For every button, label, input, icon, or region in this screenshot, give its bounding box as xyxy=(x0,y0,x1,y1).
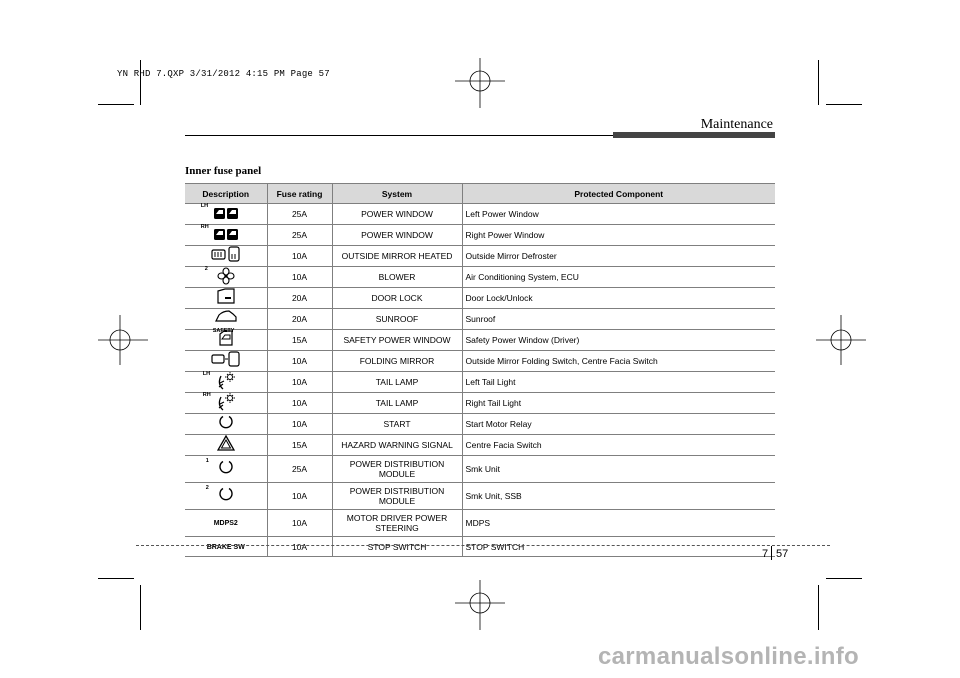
description-cell xyxy=(185,330,267,351)
component-cell: MDPS xyxy=(462,510,775,537)
hazard-icon xyxy=(217,435,235,453)
component-cell: Outside Mirror Defroster xyxy=(462,246,775,267)
sunroof-icon xyxy=(215,309,237,327)
table-row xyxy=(185,288,775,309)
registration-mark-top xyxy=(455,58,505,108)
system-cell: STOP SWITCH xyxy=(332,537,462,557)
column-header-system: System xyxy=(332,184,462,204)
table-row xyxy=(185,435,775,456)
power-window-rh-icon: RH xyxy=(213,225,239,243)
system-cell: START xyxy=(332,414,462,435)
mdps2-label: MDPS2 xyxy=(213,520,238,527)
power-dist-2-icon: 2 xyxy=(218,486,234,504)
system-cell: MOTOR DRIVER POWER STEERING xyxy=(332,510,462,537)
tail-lamp-rh-icon: RH xyxy=(215,393,237,411)
description-cell xyxy=(185,510,267,537)
fuse-rating-cell: 25A xyxy=(267,204,332,225)
tail-lamp-lh-icon: LH xyxy=(215,372,237,390)
column-header-description: Description xyxy=(185,184,267,204)
system-cell: OUTSIDE MIRROR HEATED xyxy=(332,246,462,267)
description-cell xyxy=(185,372,267,393)
page-chapter: 7 xyxy=(762,548,769,560)
table-row xyxy=(185,351,775,372)
description-cell xyxy=(185,225,267,246)
system-cell: DOOR LOCK xyxy=(332,288,462,309)
component-cell: Right Tail Light xyxy=(462,393,775,414)
description-cell xyxy=(185,393,267,414)
header-bar xyxy=(613,132,775,138)
description-cell xyxy=(185,537,267,557)
fuse-rating-cell: 10A xyxy=(267,414,332,435)
header-rule xyxy=(185,135,613,136)
system-cell: POWER WINDOW xyxy=(332,225,462,246)
system-cell: SUNROOF xyxy=(332,309,462,330)
description-cell xyxy=(185,246,267,267)
registration-mark-bottom xyxy=(455,580,505,630)
crop-mark xyxy=(98,578,134,579)
mirror-heater-icon xyxy=(211,246,241,264)
fuse-rating-cell: 10A xyxy=(267,351,332,372)
brake-sw-label: BRAKE SW xyxy=(206,543,245,551)
table-row xyxy=(185,372,775,393)
power-window-lh-icon: LH xyxy=(213,204,239,222)
fuse-rating-cell: 15A xyxy=(267,435,332,456)
watermark: carmanualsonline.info xyxy=(598,643,860,670)
table-row xyxy=(185,309,775,330)
fuse-table xyxy=(185,183,775,557)
description-cell xyxy=(185,267,267,288)
column-header-protected-component: Protected Component xyxy=(462,184,775,204)
component-cell: Door Lock/Unlock xyxy=(462,288,775,309)
system-cell: SAFETY POWER WINDOW xyxy=(332,330,462,351)
component-cell: Safety Power Window (Driver) xyxy=(462,330,775,351)
system-cell: HAZARD WARNING SIGNAL xyxy=(332,435,462,456)
print-slug: YN RHD 7.QXP 3/31/2012 4:15 PM Page 57 xyxy=(117,69,330,79)
system-cell: POWER WINDOW xyxy=(332,204,462,225)
component-cell: Smk Unit, SSB xyxy=(462,483,775,510)
component-cell: Start Motor Relay xyxy=(462,414,775,435)
component-cell: Centre Facia Switch xyxy=(462,435,775,456)
table-row xyxy=(185,537,775,557)
component-cell: Air Conditioning System, ECU xyxy=(462,267,775,288)
component-cell: Right Power Window xyxy=(462,225,775,246)
registration-mark-right xyxy=(816,315,866,365)
system-cell: FOLDING MIRROR xyxy=(332,351,462,372)
system-cell: TAIL LAMP xyxy=(332,393,462,414)
system-cell: BLOWER xyxy=(332,267,462,288)
crop-mark xyxy=(98,104,134,105)
description-cell xyxy=(185,483,267,510)
fuse-rating-cell: 10A xyxy=(267,510,332,537)
footer-rule xyxy=(136,545,830,546)
crop-mark xyxy=(818,60,819,105)
table-row xyxy=(185,510,775,537)
table-header-row xyxy=(185,184,775,204)
blower-fan-icon: 2 xyxy=(217,267,235,285)
fuse-rating-cell: 25A xyxy=(267,225,332,246)
description-cell xyxy=(185,351,267,372)
power-dist-1-icon: 1 xyxy=(218,459,234,477)
fuse-rating-cell: 20A xyxy=(267,309,332,330)
crop-mark xyxy=(818,585,819,630)
component-cell: Sunroof xyxy=(462,309,775,330)
fuse-rating-cell: 10A xyxy=(267,537,332,557)
component-cell: Left Tail Light xyxy=(462,372,775,393)
component-cell: Left Power Window xyxy=(462,204,775,225)
page-header-title: Maintenance xyxy=(700,117,773,132)
crop-mark xyxy=(140,60,141,105)
table-row xyxy=(185,483,775,510)
table-row xyxy=(185,330,775,351)
table-row xyxy=(185,246,775,267)
section-title: Inner fuse panel xyxy=(185,165,262,177)
table-row xyxy=(185,267,775,288)
fuse-rating-cell: 10A xyxy=(267,246,332,267)
system-cell: POWER DISTRIBUTION MODULE xyxy=(332,456,462,483)
description-cell xyxy=(185,288,267,309)
crop-mark xyxy=(826,578,862,579)
column-header-fuse-rating: Fuse rating xyxy=(267,184,332,204)
fuse-rating-cell: 10A xyxy=(267,483,332,510)
page-number-divider xyxy=(771,546,772,560)
door-lock-icon xyxy=(217,288,235,306)
table-row xyxy=(185,414,775,435)
table-row xyxy=(185,204,775,225)
fuse-rating-cell: 20A xyxy=(267,288,332,309)
description-cell xyxy=(185,204,267,225)
description-cell xyxy=(185,414,267,435)
registration-mark-left xyxy=(98,315,148,365)
fuse-rating-cell: 15A xyxy=(267,330,332,351)
table-row xyxy=(185,456,775,483)
table-row xyxy=(185,393,775,414)
table-row xyxy=(185,225,775,246)
fuse-rating-cell: 25A xyxy=(267,456,332,483)
page-number: 57 xyxy=(776,548,789,560)
component-cell: Smk Unit xyxy=(462,456,775,483)
safety-window-icon: SAFETY xyxy=(219,330,233,348)
description-cell xyxy=(185,456,267,483)
component-cell: Outside Mirror Folding Switch, Centre Facia Switch xyxy=(462,351,775,372)
fuse-rating-cell: 10A xyxy=(267,393,332,414)
start-icon xyxy=(218,414,234,432)
system-cell: POWER DISTRIBUTION MODULE xyxy=(332,483,462,510)
fuse-rating-cell: 10A xyxy=(267,372,332,393)
system-cell: TAIL LAMP xyxy=(332,372,462,393)
crop-mark xyxy=(826,104,862,105)
component-cell: STOP SWITCH xyxy=(462,537,775,557)
crop-mark xyxy=(140,585,141,630)
description-cell xyxy=(185,435,267,456)
folding-mirror-icon xyxy=(211,351,241,369)
fuse-rating-cell: 10A xyxy=(267,267,332,288)
